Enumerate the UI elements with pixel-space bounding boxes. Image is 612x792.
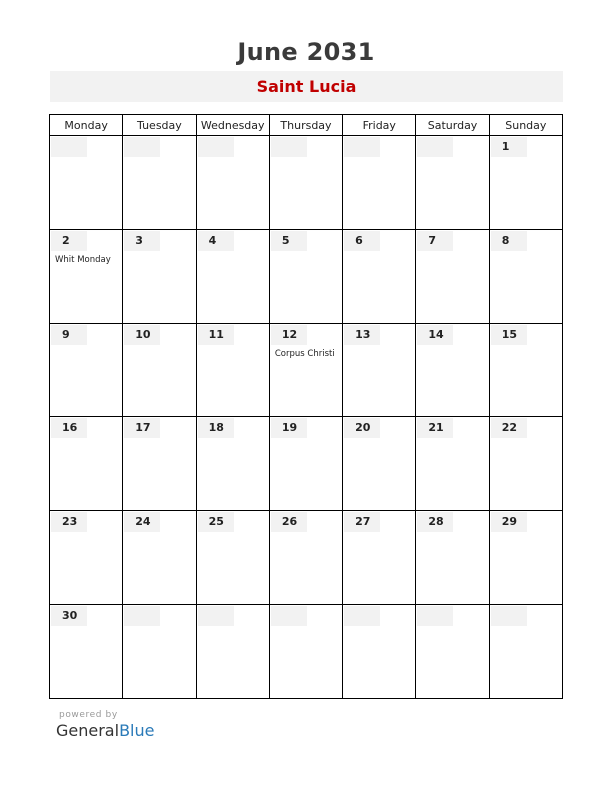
day-number: 23 [51,512,87,532]
day-cell [196,417,269,511]
country-name: Saint Lucia [256,77,357,96]
day-number [491,606,527,626]
day-cell [123,323,196,417]
day-cell [416,229,489,323]
weekday-header-row [50,115,563,136]
day-number: 30 [51,606,87,626]
day-cell [123,511,196,605]
day-cell [50,511,123,605]
day-cell [269,417,342,511]
day-cell [489,605,562,699]
day-cell [50,136,123,230]
day-cell [343,605,416,699]
calendar-grid [49,114,563,699]
day-cell [196,229,269,323]
day-number [198,606,234,626]
day-cell [50,417,123,511]
day-number: 10 [124,325,160,345]
day-cell [416,323,489,417]
day-number [124,137,160,157]
day-number [51,137,87,157]
generalblue-logo [56,721,154,740]
day-number [417,137,453,157]
day-number: 20 [344,418,380,438]
day-number [124,606,160,626]
day-cell [416,417,489,511]
weekday-header: Monday [50,115,123,136]
day-number: 2 [51,231,87,251]
day-cell [196,136,269,230]
day-number: 15 [491,325,527,345]
country-banner [50,71,563,102]
weekday-header: Saturday [416,115,489,136]
day-number [271,606,307,626]
powered-by-text: powered by [59,710,118,720]
day-cell [343,417,416,511]
holiday-label: Whit Monday [55,254,111,265]
day-cell [416,136,489,230]
day-number: 17 [124,418,160,438]
day-number: 14 [417,325,453,345]
day-number: 24 [124,512,160,532]
day-number: 16 [51,418,87,438]
day-number: 8 [491,231,527,251]
day-cell [489,511,562,605]
brand-general: General [56,721,120,740]
day-cell [269,229,342,323]
day-cell [196,323,269,417]
calendar-title: June 2031 [237,38,375,66]
day-cell [123,605,196,699]
day-cell [416,511,489,605]
day-number: 12 [271,325,307,345]
day-cell [123,417,196,511]
day-cell [196,605,269,699]
day-cell [123,229,196,323]
day-number: 3 [124,231,160,251]
day-cell [489,323,562,417]
day-number: 29 [491,512,527,532]
day-number: 25 [198,512,234,532]
day-cell [343,511,416,605]
week-row [50,511,563,605]
day-cell [196,511,269,605]
day-cell [50,605,123,699]
day-number: 19 [271,418,307,438]
day-number: 5 [271,231,307,251]
day-cell [343,229,416,323]
day-number [271,137,307,157]
day-cell [489,136,562,230]
week-row [50,417,563,511]
day-number: 7 [417,231,453,251]
week-row [50,605,563,699]
weekday-header: Tuesday [123,115,196,136]
brand-blue: Blue [119,721,155,740]
day-cell [343,323,416,417]
day-cell [489,417,562,511]
day-number [344,137,380,157]
week-row [50,136,563,230]
day-cell [269,323,342,417]
day-cell [50,323,123,417]
day-number: 6 [344,231,380,251]
day-number: 1 [491,137,527,157]
day-cell [269,511,342,605]
day-number: 4 [198,231,234,251]
weekday-header: Thursday [269,115,342,136]
weekday-header: Wednesday [196,115,269,136]
day-number: 22 [491,418,527,438]
day-number: 21 [417,418,453,438]
week-row [50,323,563,417]
day-number: 18 [198,418,234,438]
day-cell [343,136,416,230]
day-cell [269,605,342,699]
day-number: 11 [198,325,234,345]
day-number: 28 [417,512,453,532]
day-number: 13 [344,325,380,345]
day-cell [416,605,489,699]
day-cell [269,136,342,230]
day-cell [50,229,123,323]
day-cell [489,229,562,323]
day-number [344,606,380,626]
weekday-header: Sunday [489,115,562,136]
day-number: 26 [271,512,307,532]
day-number: 27 [344,512,380,532]
day-number [417,606,453,626]
holiday-label: Corpus Christi [274,348,335,359]
day-cell [123,136,196,230]
weekday-header: Friday [343,115,416,136]
day-number [198,137,234,157]
day-number: 9 [51,325,87,345]
week-row [50,229,563,323]
